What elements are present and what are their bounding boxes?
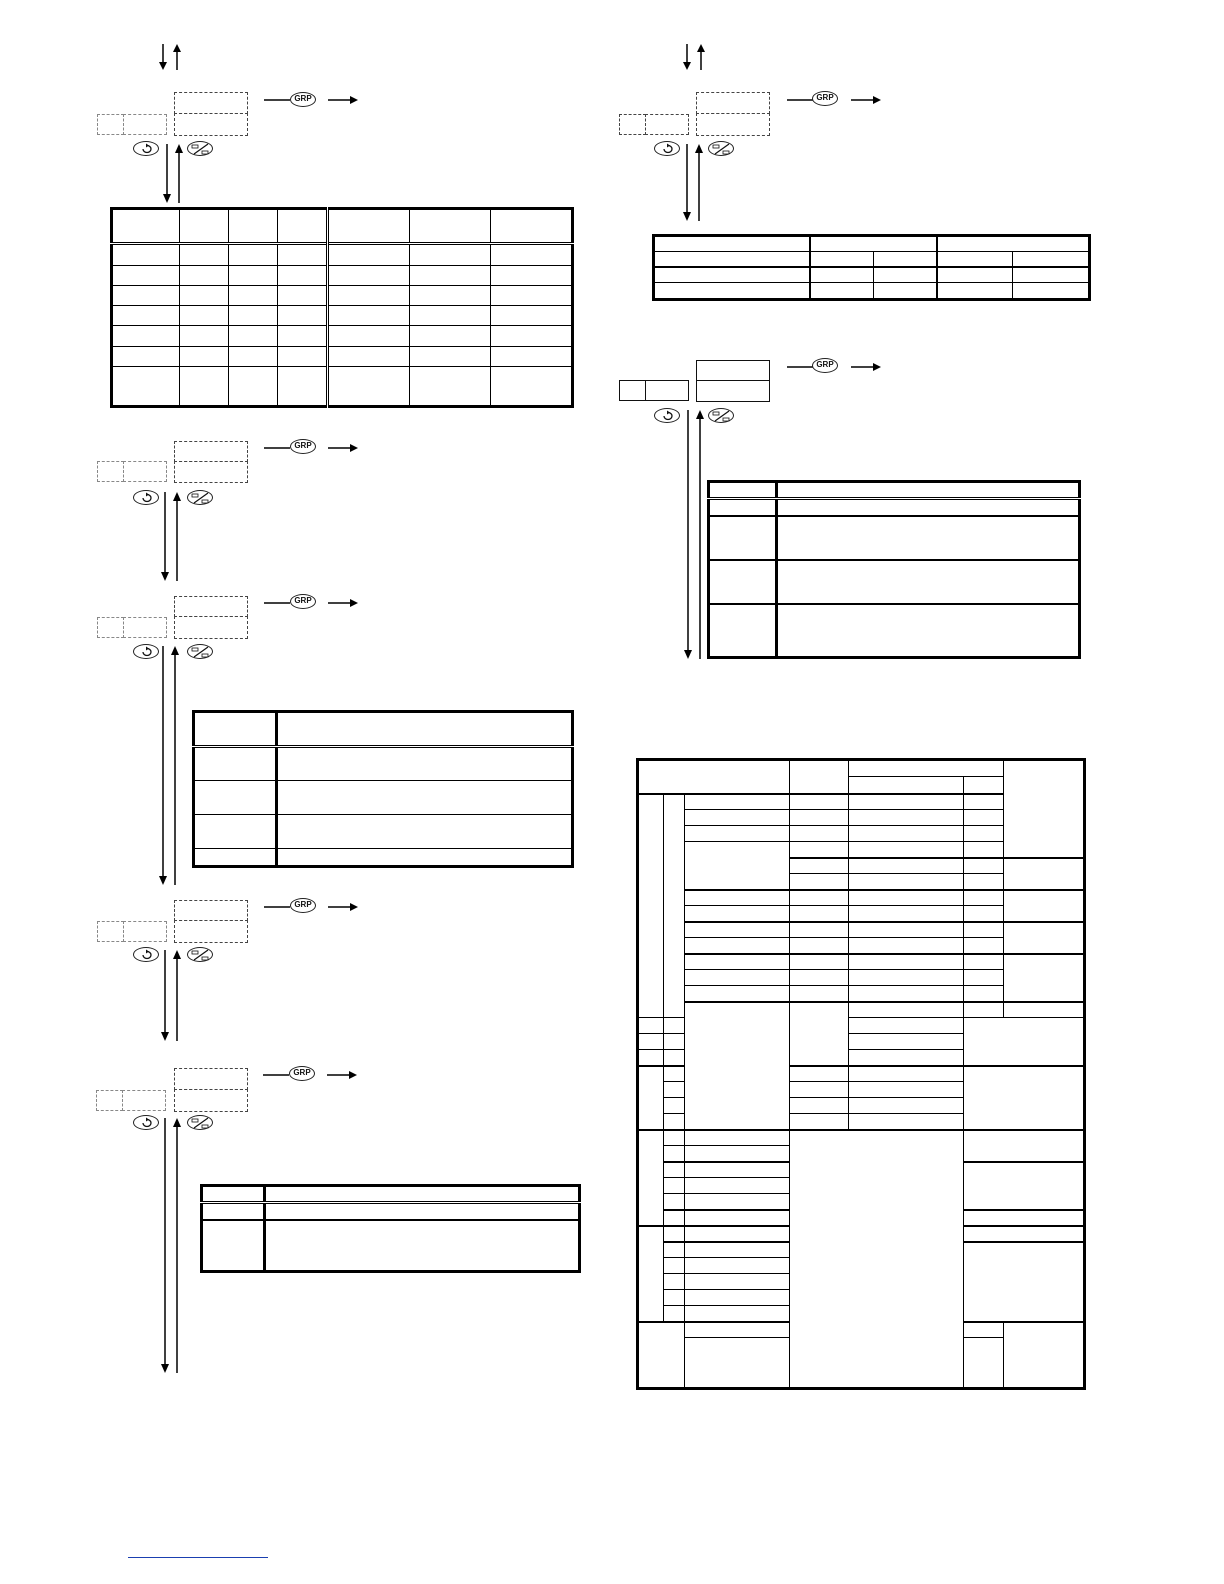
grp-key-icon[interactable]: GRP [289, 1066, 315, 1081]
clear-reset-key-icon[interactable] [187, 141, 213, 156]
segment-box [123, 921, 167, 942]
grp-key-icon[interactable]: GRP [290, 92, 316, 107]
segment-box [97, 114, 124, 135]
arrow-down-up-icon [156, 42, 186, 72]
display-upper-box [174, 596, 248, 617]
arrow-down-up-icon [680, 142, 706, 224]
footnote-rule [128, 1557, 268, 1558]
segment-box [122, 1090, 166, 1111]
display-lower-box [174, 461, 248, 483]
arrow-down-up-icon [158, 490, 184, 584]
rotate-key-icon[interactable] [654, 141, 680, 156]
grp-key-icon[interactable]: GRP [290, 439, 316, 454]
display-lower-box [174, 113, 248, 136]
function-table [707, 480, 1081, 659]
clear-reset-key-icon[interactable] [187, 947, 213, 962]
display-lower-box [174, 616, 248, 639]
arrow-down-up-icon [156, 644, 182, 888]
rotate-key-icon[interactable] [133, 1115, 159, 1130]
clear-reset-key-icon[interactable] [187, 490, 213, 505]
rotate-key-icon[interactable] [133, 490, 159, 505]
rotate-key-icon[interactable] [654, 408, 680, 423]
arrow-down-up-icon [160, 142, 186, 206]
display-upper-box [696, 360, 770, 381]
display-lower-box [174, 920, 248, 943]
segment-box [645, 380, 689, 401]
segment-box [96, 1090, 123, 1111]
grp-key-icon[interactable]: GRP [812, 91, 838, 106]
display-upper-box [174, 1068, 248, 1090]
grp-key-icon[interactable]: GRP [290, 594, 316, 609]
range-table [652, 234, 1091, 301]
rotate-key-icon[interactable] [133, 947, 159, 962]
segment-box [97, 921, 124, 942]
display-lower-box [174, 1089, 248, 1112]
specification-table [636, 758, 1086, 1390]
segment-box [123, 617, 167, 638]
arrow-down-up-icon [680, 42, 710, 72]
display-upper-box [174, 441, 248, 462]
clear-reset-key-icon[interactable] [708, 141, 734, 156]
display-upper-box [174, 92, 248, 114]
display-lower-box [696, 113, 770, 136]
arrow-down-up-icon [681, 408, 707, 662]
clear-reset-key-icon[interactable] [187, 644, 213, 659]
parameter-table [110, 207, 574, 408]
display-lower-box [696, 380, 770, 402]
arrow-down-up-icon [158, 1116, 184, 1376]
segment-box [619, 380, 646, 401]
segment-box [97, 461, 124, 482]
setting-table [192, 710, 574, 868]
rotate-key-icon[interactable] [133, 141, 159, 156]
segment-box [97, 617, 124, 638]
display-upper-box [696, 92, 770, 114]
grp-key-icon[interactable]: GRP [290, 898, 316, 913]
segment-box [645, 114, 689, 135]
clear-reset-key-icon[interactable] [708, 408, 734, 423]
option-table [200, 1184, 581, 1273]
segment-box [123, 114, 167, 135]
arrow-down-up-icon [158, 948, 184, 1044]
grp-key-icon[interactable]: GRP [812, 358, 838, 373]
segment-box [619, 114, 646, 135]
segment-box [123, 461, 167, 482]
clear-reset-key-icon[interactable] [187, 1115, 213, 1130]
display-upper-box [174, 900, 248, 921]
